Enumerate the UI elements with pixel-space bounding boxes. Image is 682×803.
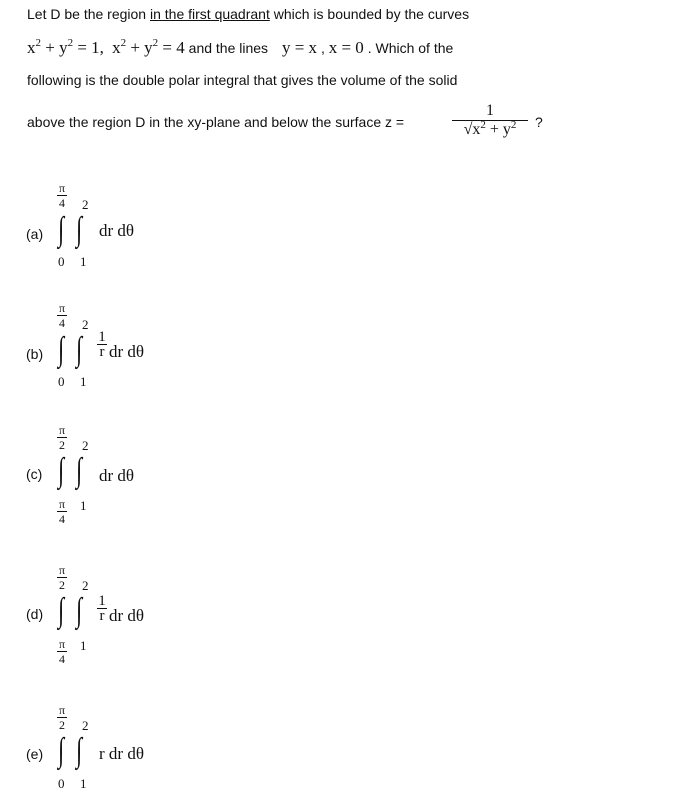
question-line-2 xyxy=(27,38,453,58)
and-lines-text: and the lines xyxy=(188,40,269,56)
question-line-4: above the region D in the xy-plane and below the surface z = xyxy=(27,114,405,130)
outer-integral-sign: ∫ xyxy=(58,452,65,489)
theta-upper-limit: π 2 xyxy=(58,703,66,732)
question-mark: ? xyxy=(535,114,543,130)
theta-lower-limit: 0 xyxy=(58,254,65,269)
which-text: . Which of the xyxy=(367,40,454,56)
inner-integral-sign: ∫ xyxy=(76,331,83,368)
surface-numerator: 1 xyxy=(486,102,494,119)
r-lower-limit: 1 xyxy=(80,254,87,269)
option-c-label: (c) xyxy=(26,466,43,482)
integrand: r dr dθ xyxy=(99,744,144,763)
surface-denominator: $√x^2 + y^2$ xyxy=(463,119,517,138)
first-quadrant-phrase: in the first quadrant xyxy=(149,6,270,22)
lines-separator: , xyxy=(320,40,329,56)
r-upper-limit: 2 xyxy=(82,578,89,593)
curve-2: $x^2 + y^2 = 4$ xyxy=(107,37,185,57)
theta-lower-limit: 0 xyxy=(58,374,65,389)
option-a-label: (a) xyxy=(26,226,44,242)
integrand: dr dθ xyxy=(109,342,145,361)
surface-fraction xyxy=(452,102,528,139)
integrand: dr dθ xyxy=(109,606,145,625)
option-b[interactable] xyxy=(26,300,666,396)
option-c[interactable] xyxy=(26,420,666,540)
option-d-label: (d) xyxy=(26,606,44,622)
option-e-label: (e) xyxy=(26,746,44,762)
option-b-label: (b) xyxy=(26,346,44,362)
r-lower-limit: 1 xyxy=(80,374,87,389)
one-over-r: 1 r xyxy=(98,329,106,360)
r-lower-limit: 1 xyxy=(80,498,87,513)
r-upper-limit: 2 xyxy=(82,197,89,212)
r-lower-limit: 1 xyxy=(80,776,87,791)
question-line-1 xyxy=(27,6,469,22)
inner-integral-sign: ∫ xyxy=(76,211,83,248)
question-intro: Let D be the region xyxy=(27,6,150,22)
line-y-equals-x: y = x xyxy=(281,38,318,57)
option-a[interactable] xyxy=(26,180,666,270)
theta-upper-limit: π 4 xyxy=(58,181,66,210)
outer-integral-sign: ∫ xyxy=(58,732,65,769)
outer-integral-sign: ∫ xyxy=(58,592,65,629)
question-bounded: which is bounded by the curves xyxy=(269,6,470,22)
theta-upper-limit: π 2 xyxy=(58,563,66,592)
inner-integral-sign: ∫ xyxy=(76,452,83,489)
theta-upper-limit: π 4 xyxy=(58,301,66,330)
r-upper-limit: 2 xyxy=(82,438,89,453)
integrand: dr dθ xyxy=(99,466,135,485)
r-upper-limit: 2 xyxy=(82,317,89,332)
outer-integral-sign: ∫ xyxy=(58,331,65,368)
theta-lower-limit: π 4 xyxy=(58,637,66,666)
one-over-r: 1 r xyxy=(98,593,106,624)
line-x-equals-0: x = 0 xyxy=(328,38,364,57)
inner-integral-sign: ∫ xyxy=(76,732,83,769)
r-lower-limit: 1 xyxy=(80,638,87,653)
integrand: dr dθ xyxy=(99,221,135,240)
option-d[interactable] xyxy=(26,560,666,680)
question-line-3: following is the double polar integral that gives the volume of the solid xyxy=(27,72,458,88)
r-upper-limit: 2 xyxy=(82,718,89,733)
theta-lower-limit: π 4 xyxy=(58,497,66,526)
option-e[interactable] xyxy=(26,700,666,800)
theta-lower-limit: 0 xyxy=(58,776,65,791)
theta-upper-limit: π 2 xyxy=(58,423,66,452)
inner-integral-sign: ∫ xyxy=(76,592,83,629)
curve-1: $x^2 + y^2 = 1$, xyxy=(27,37,104,57)
outer-integral-sign: ∫ xyxy=(58,211,65,248)
